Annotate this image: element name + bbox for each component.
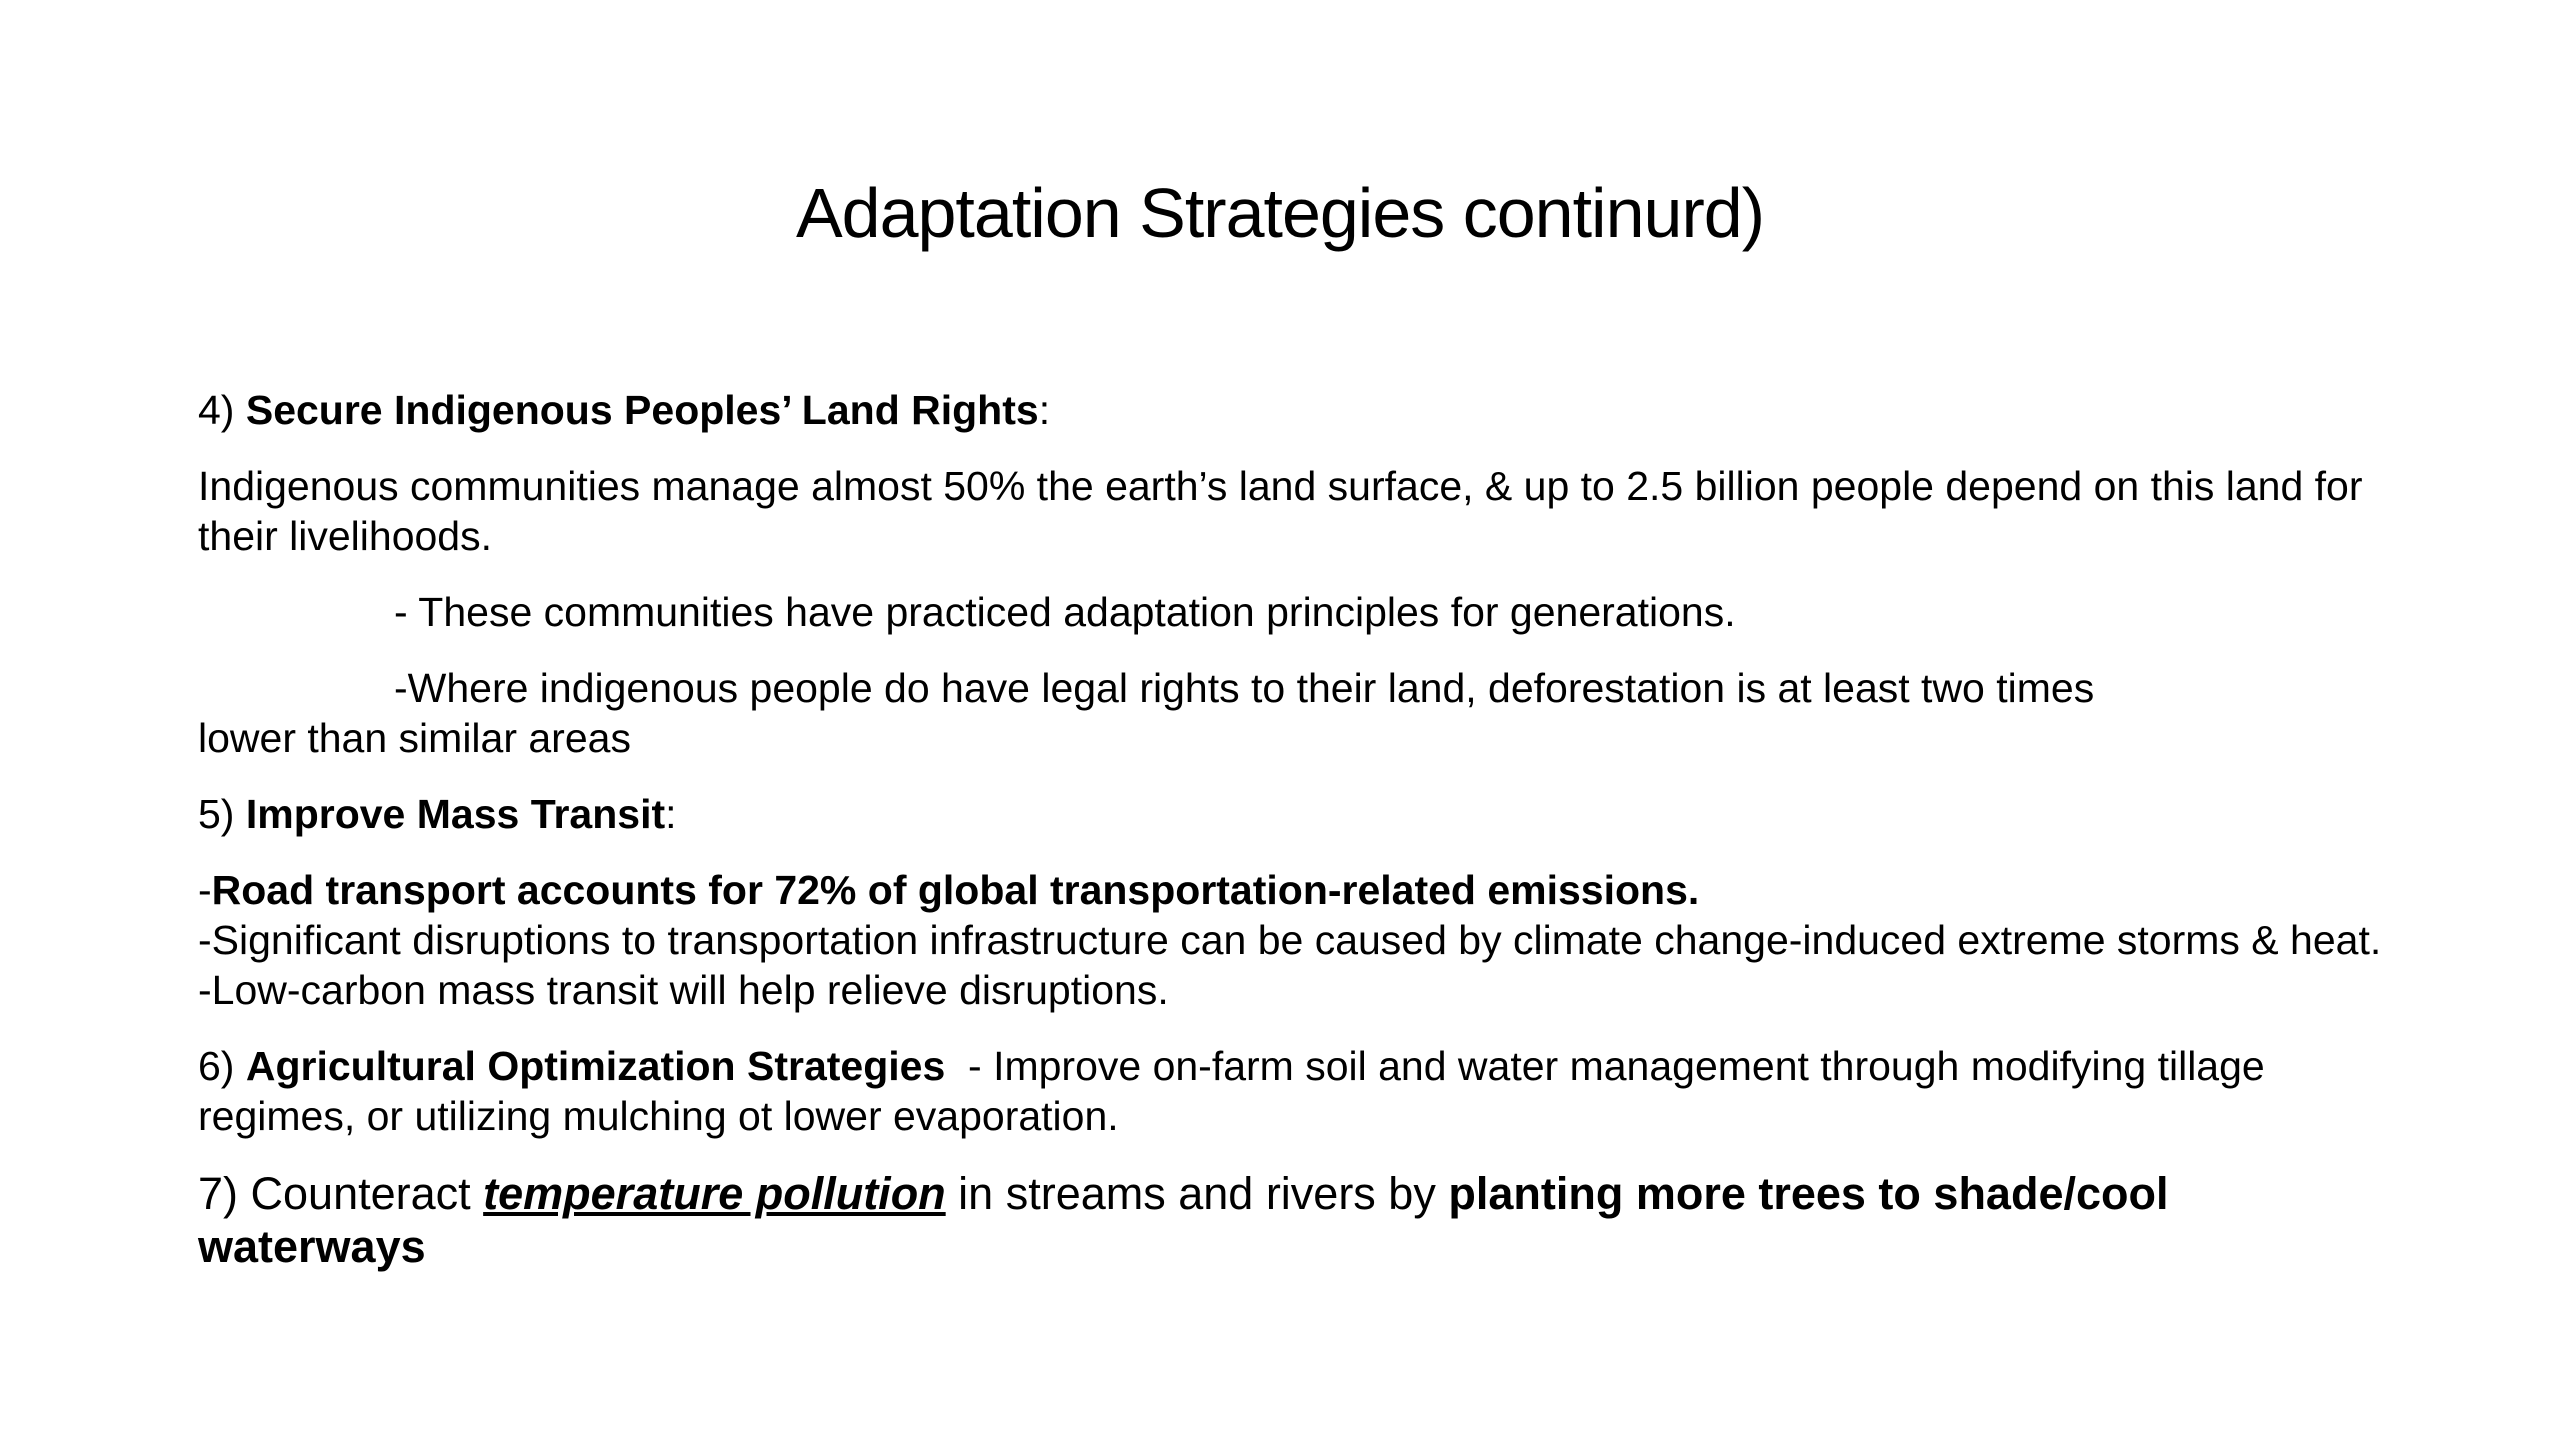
item-7-emphasis: temperature pollution [483, 1168, 946, 1219]
item-7-middle: in streams and rivers by [945, 1168, 1449, 1219]
item-6-title: Agricultural Optimization Strategies [245, 1043, 946, 1089]
slide-title: Adaptation Strategies continurd) [795, 174, 1765, 252]
item-5-dash: - [198, 867, 212, 913]
item-5-heading [198, 789, 2398, 839]
item-4-colon: : [1038, 387, 1051, 433]
item-5-bold-fact: Road transport accounts for 72% of global transportation-related emissions. [211, 867, 1700, 913]
item-7-lead: 7) Counteract [198, 1168, 484, 1219]
item-4-bullet-2-start: -Where indigenous people do have legal rights to their land, deforestation is at least two times [394, 665, 2095, 711]
item-4-bullet-2-end: lower than similar areas [198, 715, 631, 761]
item-6-number: 6) [198, 1043, 246, 1089]
item-5-colon: : [665, 791, 677, 837]
item-4-bullet-2 [198, 663, 2398, 763]
item-7 [198, 1167, 2398, 1273]
item-5-number: 5) [198, 791, 246, 837]
item-5-line-1 [198, 865, 2398, 915]
item-6-text: - Improve on-farm soil and water management through modifying tillage regimes, or utilizing mulching ot lower evaporation. [198, 1043, 2277, 1139]
item-4-title: Secure Indigenous Peoples’ Land Rights [245, 387, 1039, 433]
item-4-heading [198, 385, 2398, 435]
item-5-title: Improve Mass Transit [245, 791, 666, 837]
item-4-paragraph: Indigenous communities manage almost 50% the earth’s land surface, & up to 2.5 billion people depend on this land for their livelihoods. [198, 463, 2363, 559]
slide-body [198, 385, 2398, 1273]
item-4-bullet-1: - These communities have practiced adaptation principles for generations. [394, 589, 1736, 635]
item-7-bold-end: planting more trees to shade/cool waterways [198, 1168, 2169, 1272]
item-5-line-2: -Significant disruptions to transportation infrastructure can be caused by climate change-induced extreme storms & heat. -Low-carbon mass transit will help relieve disruptions. [198, 917, 2382, 1013]
item-4-number: 4) [198, 387, 246, 433]
item-6 [198, 1041, 2398, 1141]
